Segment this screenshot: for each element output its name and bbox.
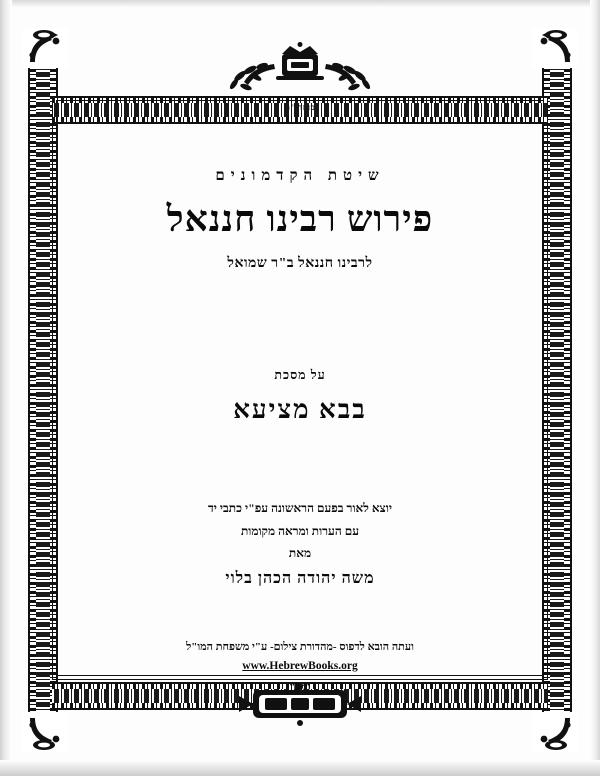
imprint-line-2: ומכון	[289, 680, 311, 693]
beezrat-hashem-text: בעזהי"ת	[284, 102, 316, 112]
scan-edge-bottom	[0, 760, 600, 776]
scan-edge-top	[0, 0, 600, 8]
hebrewbooks-link[interactable]: www.HebrewBooks.org	[242, 660, 358, 673]
corner-floret-bottom-right-icon	[532, 712, 578, 752]
corner-floret-top-left-icon	[22, 28, 68, 68]
title-subtitle: לרבינו חננאל ב"ר שמואל	[227, 256, 373, 272]
credits-line-2: עם הערות ומראה מקומות	[240, 523, 360, 538]
imprint-line-1: ועתה הובא לדפוס -מהדורת צילום- ע"י משפחת המו"ל	[186, 640, 414, 653]
corner-floret-top-right-icon	[532, 28, 578, 68]
editor-name: משה יהודה הכהן בלוי	[225, 569, 375, 587]
page-title: פירוש רבינו חננאל	[166, 199, 434, 239]
credits-line-1: יוצא לאור בפעם הראשונה עפ"י כתבי יד	[207, 501, 393, 516]
credits-block	[60, 497, 540, 593]
scan-edge-right	[590, 0, 600, 776]
imprint-block	[60, 638, 540, 697]
border-band-right-inner	[550, 60, 564, 716]
border-band-left-inner	[36, 60, 50, 716]
credits-line-3: מאת	[288, 545, 312, 560]
title-page-content	[60, 120, 540, 693]
tractate-name: בבא מציעא	[233, 395, 367, 425]
scan-edge-left	[0, 0, 12, 776]
on-tractate-label: על מסכת	[274, 368, 326, 383]
series-kicker: שיטת הקדמונים	[215, 168, 385, 184]
corner-floret-bottom-left-icon	[22, 712, 68, 752]
